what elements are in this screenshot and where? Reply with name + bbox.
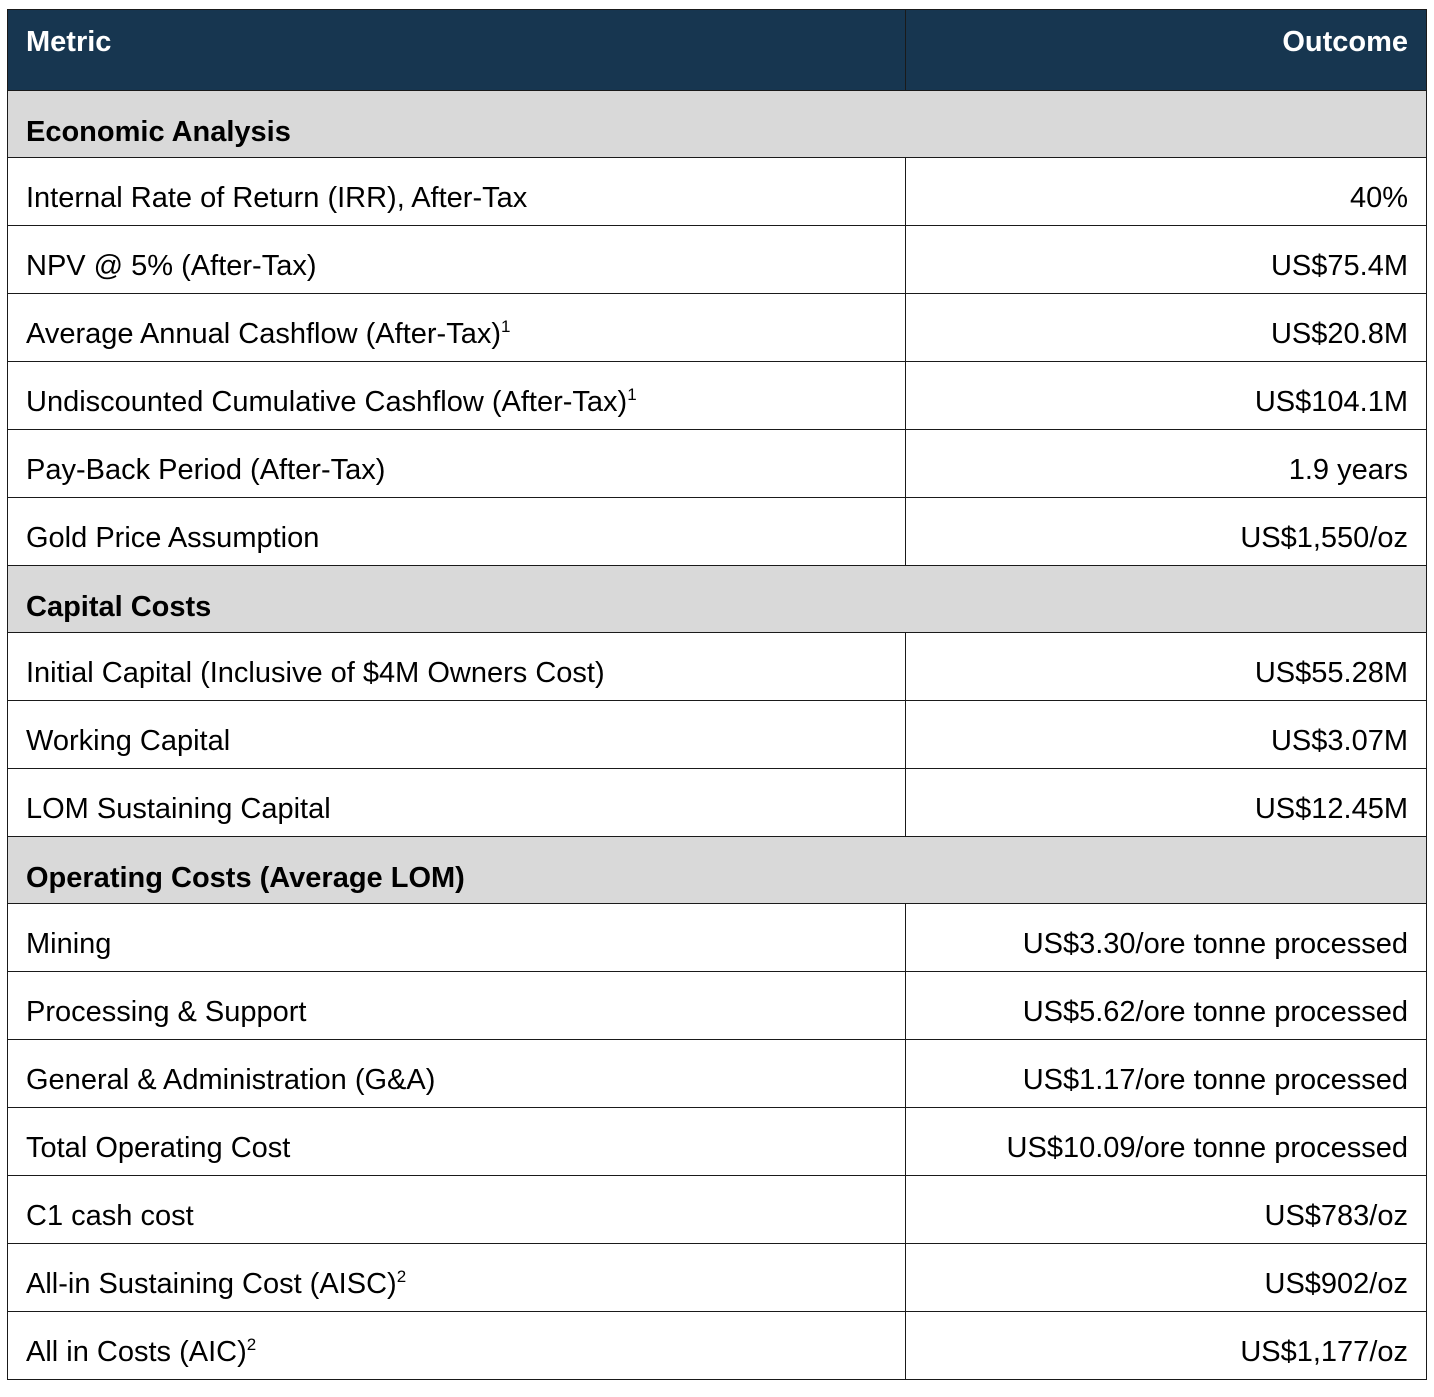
outcome-value: US$1,177/oz (906, 1312, 1427, 1380)
metric-cell (8, 498, 906, 566)
table-row (8, 158, 1427, 226)
metric-cell (8, 972, 906, 1040)
outcome-value: US$3.30/ore tonne processed (906, 904, 1427, 972)
footnote-marker: 2 (396, 1267, 407, 1286)
metric-cell (8, 1040, 906, 1108)
metric-label: Processing & Support (26, 996, 307, 1028)
outcome-value: US$902/oz (906, 1244, 1427, 1312)
section-title: Operating Costs (Average LOM) (8, 837, 1427, 904)
metric-label: C1 cash cost (26, 1200, 194, 1232)
outcome-value: US$1,550/oz (906, 498, 1427, 566)
metrics-table (7, 9, 1427, 1380)
table-header-row (8, 10, 1427, 91)
metric-cell (8, 294, 906, 362)
header-metric: Metric (8, 10, 906, 91)
metric-label: All in Costs (AIC) (26, 1336, 247, 1368)
metric-cell (8, 158, 906, 226)
table-row (8, 1040, 1427, 1108)
table-row (8, 1176, 1427, 1244)
metric-cell (8, 633, 906, 701)
table-row (8, 1108, 1427, 1176)
footnote-marker: 1 (627, 385, 637, 404)
metric-label: Working Capital (26, 725, 231, 757)
table-row (8, 1312, 1427, 1380)
metric-label: LOM Sustaining Capital (26, 793, 331, 825)
outcome-value: US$783/oz (906, 1176, 1427, 1244)
metric-label: Total Operating Cost (26, 1132, 291, 1164)
table-row (8, 294, 1427, 362)
outcome-value: US$104.1M (906, 362, 1427, 430)
metric-cell (8, 226, 906, 294)
table-row (8, 633, 1427, 701)
table-row (8, 362, 1427, 430)
section-row (8, 837, 1427, 904)
outcome-value: US$12.45M (906, 769, 1427, 837)
outcome-value: US$3.07M (906, 701, 1427, 769)
metric-label: NPV @ 5% (After-Tax) (26, 250, 317, 282)
section-title: Economic Analysis (8, 91, 1427, 158)
footnote-marker: 1 (500, 317, 511, 336)
table-body (8, 91, 1427, 1380)
section-row (8, 566, 1427, 633)
metric-cell (8, 701, 906, 769)
outcome-value: US$55.28M (906, 633, 1427, 701)
outcome-value: 1.9 years (906, 430, 1427, 498)
metric-label: Undiscounted Cumulative Cashflow (After-Tax) (26, 386, 628, 418)
outcome-value: US$20.8M (906, 294, 1427, 362)
metric-cell (8, 1176, 906, 1244)
section-title: Capital Costs (8, 566, 1427, 633)
table-row (8, 226, 1427, 294)
footnote-marker: 2 (246, 1335, 257, 1354)
metric-label: Pay-Back Period (After-Tax) (26, 454, 386, 486)
metric-label: Internal Rate of Return (IRR), After-Tax (26, 182, 528, 214)
table-row (8, 769, 1427, 837)
metric-cell (8, 362, 906, 430)
metric-cell (8, 904, 906, 972)
metric-cell (8, 1108, 906, 1176)
outcome-value: US$75.4M (906, 226, 1427, 294)
metric-cell (8, 769, 906, 837)
table-row (8, 498, 1427, 566)
metric-label: Initial Capital (Inclusive of $4M Owners Cost) (26, 657, 605, 689)
metric-label: Gold Price Assumption (26, 522, 320, 554)
outcome-value: US$1.17/ore tonne processed (906, 1040, 1427, 1108)
metric-label: Mining (26, 928, 112, 960)
metric-label: All-in Sustaining Cost (AISC) (26, 1268, 397, 1300)
table-row (8, 1244, 1427, 1312)
table-row (8, 430, 1427, 498)
table-row (8, 972, 1427, 1040)
metric-cell (8, 1312, 906, 1380)
table-row (8, 701, 1427, 769)
outcome-value: 40% (906, 158, 1427, 226)
metric-label: Average Annual Cashflow (After-Tax) (26, 318, 501, 350)
outcome-value: US$5.62/ore tonne processed (906, 972, 1427, 1040)
header-outcome: Outcome (906, 10, 1427, 91)
outcome-value: US$10.09/ore tonne processed (906, 1108, 1427, 1176)
table-row (8, 904, 1427, 972)
metric-label: General & Administration (G&A) (26, 1064, 436, 1096)
metric-cell (8, 430, 906, 498)
section-row (8, 91, 1427, 158)
metric-cell (8, 1244, 906, 1312)
